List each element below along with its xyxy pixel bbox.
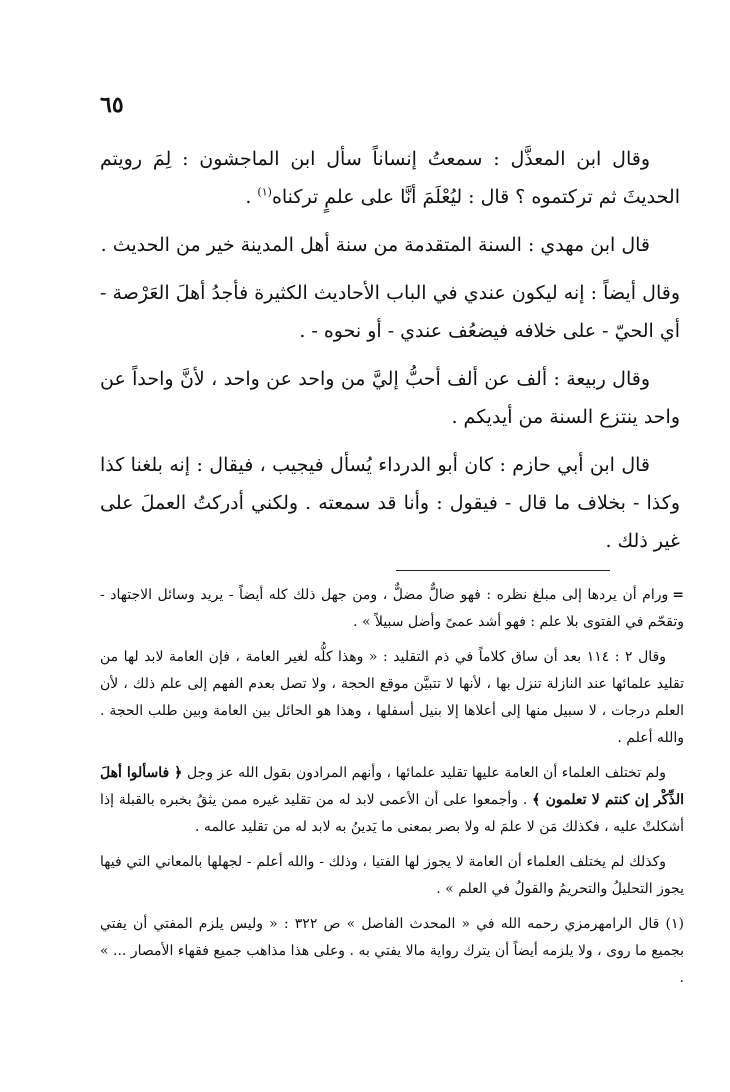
footnote-separator: [396, 570, 610, 571]
footnote-1: (١) قال الرامهرمزي رحمه الله في « المحدث الفاصل » ص ٣٢٢ : « وليس يلزم المفتي أن يفتي بجميع ما روى ، ولا يلزمه أيضاً أن يترك رواية مالا يفتي به . وعلى هذا مذاهب جميع فقهاء الأمصار ... » .: [100, 916, 684, 986]
footnote-note-b: [100, 760, 684, 841]
quran-quote: ﴿ فاسألوا أهلَ الذِّكْر إن كنتم لا تعلمون ﴾: [100, 765, 684, 808]
paragraph-text: وقال ابن المعذَّل : سمعتُ إنساناً سأل ابن الماجشون : لِمَ رويتم الحديثَ ثم تركتموه ؟ قال : ليُعْلَمَ أنَّا على علمٍ تركناه: [100, 148, 680, 208]
footnotes: [100, 582, 684, 1000]
footnote-note-c: وكذلك لم يختلف العلماء أن العامة لا يجوز لها الفتيا ، وذلك - والله أعلم - لجهلها بالمعاني التي فيها يجوز التحليلُ والتحريمُ والقولُ في العلم » .: [100, 854, 684, 897]
paragraph-ibn-almuadhal: [100, 140, 680, 216]
continuation-text: ورام أن يردها إلى مبلغ نظره : فهو ضالٌّ مضلٌّ ، ومن جهل ذلك كله أيضاً - يريد وسائل الاجتهاد - وتقحّم في الفتوى بلا علم : فهو أشد عمىً وأضل سبيلاً » .: [100, 587, 684, 630]
footnote-note-a: وقال ٢ : ١١٤ بعد أن ساق كلاماً في ذم التقليد : « وهذا كلُّه لغير العامة ، فإن العامة لابد لها من تقليد علمائها عند النازلة تنزل بها ، لأنها لا تتبيَّن موقع الحجة ، ولا تصل بعدم الفهم إلى علم ذلك ، لأن العلم درجات ، لا سبيل منها إلى أعلاها إلا بنيل أسفلها ، وهذا هو الحائل بين العامة وبين طلب الحجة . والله أعلم .: [100, 649, 684, 746]
paragraph-end: .: [245, 186, 258, 208]
continuation-mark: =: [672, 587, 684, 603]
main-text: [100, 140, 680, 570]
footnote-continuation: [100, 582, 684, 636]
note-b-start: ولم تختلف العلماء أن العامة عليها تقليد علمائها ، وأنهم المرادون بقول الله عز وجل: [186, 765, 667, 781]
paragraph-rabia: وقال ربيعة : ألف عن ألف أحبُّ إليَّ من واحد عن واحد ، لأنَّ واحداً عن واحد ينتزع السنة من أيديكم .: [100, 368, 680, 428]
note-b-end: . وأجمعوا على أن الأعمى لابد له من تقليد غيره ممن يثقُ بخبره بالقبلة إذا أشكلتْ عليه ، فكذلك مَن لا علمَ له ولا بصر بمعنى ما يَدينُ به لابد له من تقليد عالمه .: [100, 792, 684, 835]
paragraph-ibn-abi-hazim: قال ابن أبي حازم : كان أبو الدرداء يُسأل فيجيب ، فيقال : إنه بلغنا كذا وكذا - بخلاف ما قال - فيقول : وأنا قد سمعته . ولكني أدركتُ العملَ على غير ذلك .: [100, 454, 680, 552]
paragraph-ibn-mahdi: قال ابن مهدي : السنة المتقدمة من سنة أهل المدينة خير من الحديث .: [100, 234, 650, 256]
paragraph-ibn-mahdi-also: وقال أيضاً : إنه ليكون عندي في الباب الأحاديث الكثيرة فأجدُ أهلَ العَرْصة - أي الحيّ - على خلافه فيضعُف عندي - أو نحوه - .: [100, 282, 680, 342]
footnote-reference: (١): [257, 185, 272, 199]
page-number: ٦٥: [100, 92, 124, 118]
